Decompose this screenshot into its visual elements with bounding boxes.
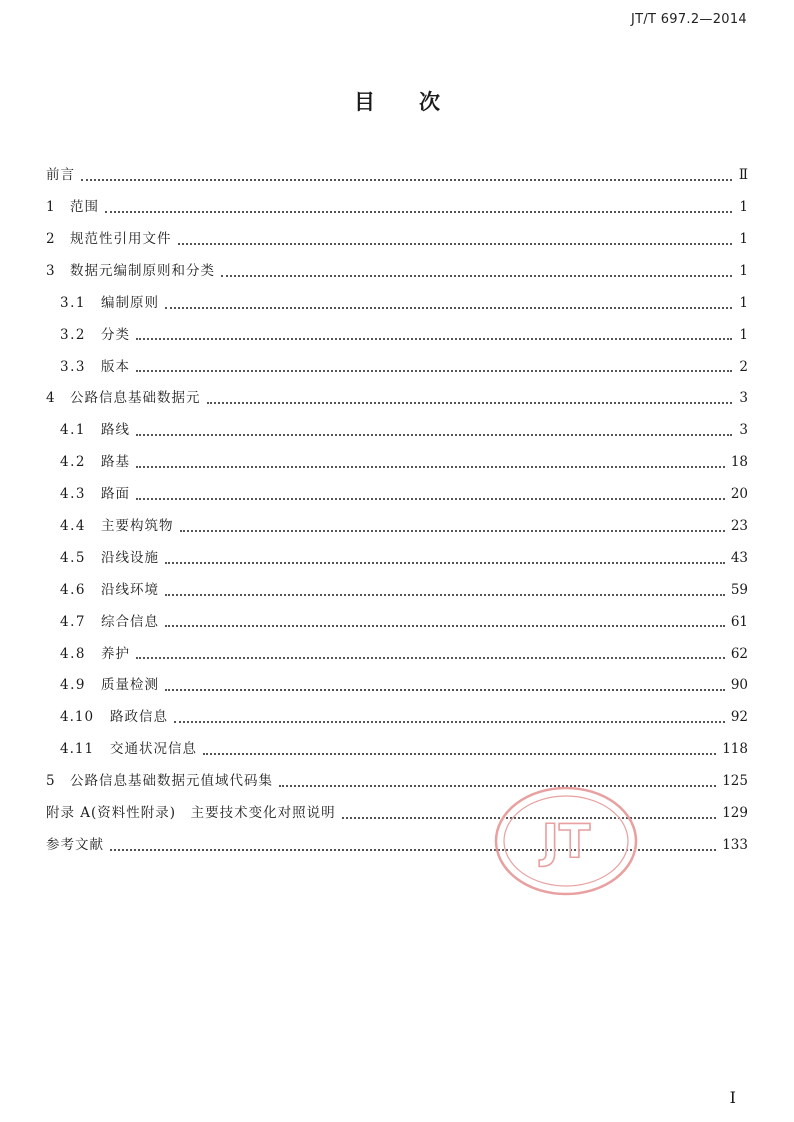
toc-entry[interactable] xyxy=(46,319,748,351)
toc-dot-leader xyxy=(178,243,733,245)
toc-dot-leader xyxy=(165,689,725,691)
toc-entry-page: 59 xyxy=(730,581,748,598)
toc-entry-title: 数据元编制原则和分类 xyxy=(70,262,215,279)
toc-entry-number: 4.5 xyxy=(60,549,86,566)
toc-entry-page: 1 xyxy=(739,294,748,311)
toc-entry[interactable] xyxy=(46,702,748,734)
toc-entry-page: 18 xyxy=(730,454,748,471)
toc-dot-leader xyxy=(136,338,732,340)
toc-entry-number: 4.8 xyxy=(60,645,86,662)
toc-entry-page: 118 xyxy=(722,741,748,758)
toc-dot-leader xyxy=(136,657,725,659)
toc-entry-page: 92 xyxy=(730,709,748,726)
toc-entry-title: 主要构筑物 xyxy=(101,517,174,534)
toc-entry-title: 分类 xyxy=(101,326,130,343)
toc-entry[interactable] xyxy=(46,670,748,702)
toc-dot-leader xyxy=(136,370,732,372)
toc-entry[interactable] xyxy=(46,351,748,383)
toc-entry-number: 4.3 xyxy=(60,486,86,503)
page-title xyxy=(0,86,794,116)
toc-entry-page: 125 xyxy=(722,773,748,790)
toc-entry[interactable] xyxy=(46,734,748,766)
toc-entry-number: 3.2 xyxy=(60,326,86,343)
toc-dot-leader xyxy=(165,562,725,564)
toc-entry[interactable] xyxy=(46,479,748,511)
toc-entry[interactable] xyxy=(46,288,748,320)
toc-entry-title: 路政信息 xyxy=(110,709,168,726)
toc-entry-number: 3.3 xyxy=(60,358,86,375)
toc-entry-page: 2 xyxy=(739,358,748,375)
toc-entry[interactable] xyxy=(46,511,748,543)
toc-entry[interactable] xyxy=(46,256,748,288)
toc-entry-page: 1 xyxy=(739,230,748,247)
title-char-1: 目 xyxy=(354,90,375,114)
toc-entry[interactable] xyxy=(46,415,748,447)
toc-entry[interactable] xyxy=(46,766,748,798)
toc-entry-number: 4.4 xyxy=(60,517,86,534)
toc-entry-title: 公路信息基础数据元值域代码集 xyxy=(70,773,273,790)
toc-entry-page: 3 xyxy=(739,390,748,407)
toc-entry[interactable] xyxy=(46,543,748,575)
toc-entry[interactable] xyxy=(46,383,748,415)
toc-entry-title: 养护 xyxy=(101,645,130,662)
toc-entry-page: 133 xyxy=(722,836,748,853)
toc-entry-title: 路线 xyxy=(101,422,130,439)
toc-entry-number: 4.6 xyxy=(60,581,86,598)
toc-entry[interactable] xyxy=(46,606,748,638)
toc-dot-leader xyxy=(136,466,725,468)
toc-entry[interactable] xyxy=(46,798,748,830)
toc-entry-number: 4.11 xyxy=(60,741,95,758)
toc-entry-number: 1 xyxy=(46,199,55,216)
toc-entry[interactable] xyxy=(46,224,748,256)
table-of-contents xyxy=(46,160,748,862)
toc-entry-page: 3 xyxy=(739,422,748,439)
toc-entry-title: 范围 xyxy=(70,199,99,216)
toc-entry-title: 沿线环境 xyxy=(101,581,159,598)
toc-entry-number: 4.7 xyxy=(60,613,86,630)
toc-entry-page: 1 xyxy=(739,199,748,216)
toc-entry[interactable] xyxy=(46,638,748,670)
toc-entry-title: 前言 xyxy=(46,167,75,184)
title-char-2: 次 xyxy=(419,90,440,114)
toc-dot-leader xyxy=(165,307,732,309)
document-code: JT/T 697.2—2014 xyxy=(630,12,747,27)
toc-entry-title: 交通状况信息 xyxy=(110,741,197,758)
toc-dot-leader xyxy=(136,434,732,436)
toc-entry-title: 版本 xyxy=(101,358,130,375)
toc-entry-page: 61 xyxy=(730,613,748,630)
toc-dot-leader xyxy=(174,721,725,723)
toc-entry-number: 4.10 xyxy=(60,709,95,726)
toc-entry-title: 沿线设施 xyxy=(101,549,159,566)
page-number: I xyxy=(729,1088,736,1107)
toc-dot-leader xyxy=(136,498,725,500)
toc-entry-title: 公路信息基础数据元 xyxy=(70,390,201,407)
toc-entry-page: 43 xyxy=(730,549,748,566)
toc-entry-title: 附录 A(资料性附录) 主要技术变化对照说明 xyxy=(46,805,336,821)
toc-entry-number: 2 xyxy=(46,230,55,247)
toc-entry-page: 1 xyxy=(739,326,748,343)
toc-dot-leader xyxy=(207,402,733,404)
toc-entry-page: 20 xyxy=(730,486,748,503)
toc-entry[interactable] xyxy=(46,575,748,607)
toc-dot-leader xyxy=(81,179,732,181)
toc-dot-leader xyxy=(180,530,725,532)
toc-entry-number: 4 xyxy=(46,390,55,407)
stamp-letters: JT xyxy=(541,814,591,868)
toc-entry-page: 62 xyxy=(730,645,748,662)
toc-dot-leader xyxy=(165,625,725,627)
toc-entry[interactable] xyxy=(46,160,748,192)
jt-stamp-logo xyxy=(492,785,640,897)
toc-entry-title: 路基 xyxy=(101,454,130,471)
toc-entry-page: Ⅱ xyxy=(738,167,748,184)
toc-dot-leader xyxy=(221,275,732,277)
toc-entry-page: 129 xyxy=(722,805,748,821)
toc-dot-leader xyxy=(165,594,725,596)
toc-entry-title: 参考文献 xyxy=(46,836,104,853)
toc-entry-title: 路面 xyxy=(101,486,130,503)
toc-entry-title: 规范性引用文件 xyxy=(70,230,172,247)
toc-entry-title: 综合信息 xyxy=(101,613,159,630)
toc-entry-title: 质量检测 xyxy=(101,677,159,694)
toc-dot-leader xyxy=(105,211,732,213)
toc-entry-page: 23 xyxy=(730,517,748,534)
toc-entry-number: 3.1 xyxy=(60,294,86,311)
toc-entry[interactable] xyxy=(46,830,748,862)
toc-entry-page: 1 xyxy=(739,262,748,279)
toc-entry-number: 4.2 xyxy=(60,454,86,471)
toc-dot-leader xyxy=(203,753,716,755)
toc-entry-title: 编制原则 xyxy=(101,294,159,311)
toc-entry[interactable] xyxy=(46,192,748,224)
toc-entry-number: 4.9 xyxy=(60,677,86,694)
toc-entry-number: 4.1 xyxy=(60,422,86,439)
toc-entry-number: 3 xyxy=(46,262,55,279)
toc-entry-page: 90 xyxy=(730,677,748,694)
toc-entry[interactable] xyxy=(46,447,748,479)
toc-entry-number: 5 xyxy=(46,773,55,790)
